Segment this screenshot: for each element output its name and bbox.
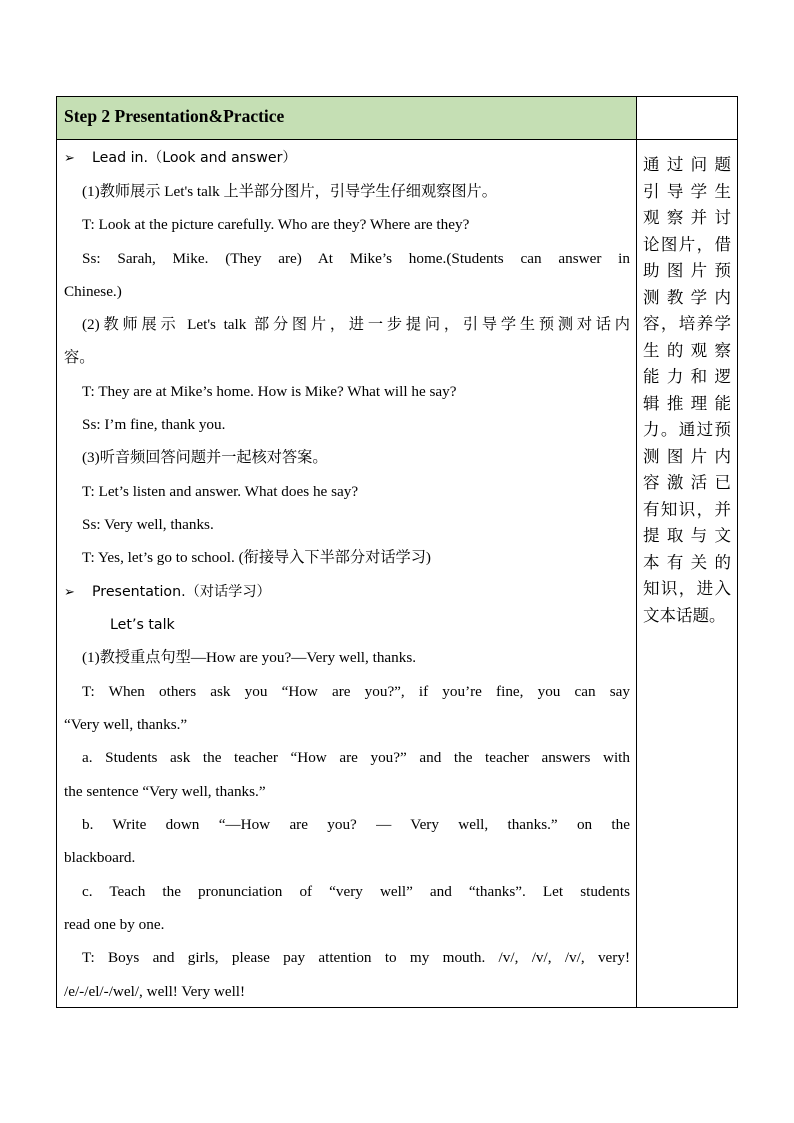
lead-in-line: Ss: Sarah, Mike. (They are) At Mike’s home.(Students can answer in [82, 250, 630, 267]
note-line: 提取与文 [643, 526, 731, 545]
note-line: 知识，进入 [643, 579, 731, 598]
arrow-bullet-icon: ➢ [64, 151, 75, 166]
presentation-line: c. Teach the pronunciation of “very well” and “thanks”. Let students [82, 883, 630, 900]
lead-in-line: Ss: Very well, thanks. [82, 516, 214, 533]
presentation-line: the sentence “Very well, thanks.” [64, 783, 266, 800]
lead-in-line: T: Let’s listen and answer. What does he say? [82, 483, 359, 500]
note-line: 本有关的 [643, 553, 731, 572]
presentation-line: a. Students ask the teacher “How are you?” and the teacher answers with [82, 749, 630, 766]
lead-in-line: (3)听音频回答问题并一起核对答案。 [82, 449, 328, 466]
note-line: 文本话题。 [643, 606, 726, 625]
note-line: 有知识，并 [643, 500, 731, 519]
presentation-line: “Very well, thanks.” [64, 716, 188, 733]
arrow-bullet-icon: ➢ [64, 585, 75, 600]
presentation-line: read one by one. [64, 916, 165, 933]
note-line: 测教学内 [643, 288, 731, 307]
column-divider [636, 140, 637, 1007]
presentation-line: T: Boys and girls, please pay attention to my mouth. /v/, /v/, /v/, very! [82, 949, 630, 966]
note-line: 观察并讨 [643, 208, 731, 227]
header-right-cell [637, 97, 737, 140]
lead-in-line: (1)教师展示 Let's talk 上半部分图片，引导学生仔细观察图片。 [82, 183, 497, 200]
note-line: 通过问题 [643, 155, 731, 174]
presentation-line: (1)教授重点句型—How are you?—Very well, thanks. [82, 649, 417, 666]
lead-in-line: T: Yes, let’s go to school. (衔接导入下半部分对话学习) [82, 549, 431, 566]
note-line: 容激活已 [643, 473, 731, 492]
note-line: 测图片内 [643, 447, 731, 466]
lead-in-line: (2)教师展示 Let's talk 部分图片，进一步提问，引导学生预测对话内 [82, 316, 630, 333]
note-line: 引导学生 [643, 182, 731, 201]
note-line: 容，培养学 [643, 314, 731, 333]
presentation-line: blackboard. [64, 849, 136, 866]
presentation-line: T: When others ask you “How are you?”, if you’re fine, you can say [82, 683, 630, 700]
note-line: 辑推理能 [643, 394, 731, 413]
presentation-line: b. Write down “—How are you? — Very well, thanks.” on the [82, 816, 630, 833]
lead-in-line: 容。 [64, 349, 95, 366]
note-line: 论图片，借 [643, 235, 731, 254]
lead-in-heading: ➢ Lead in.（Look and answer） [64, 150, 297, 166]
note-line: 生的观察 [643, 341, 731, 360]
step-title: Step 2 Presentation&Practice [64, 106, 285, 126]
lead-in-line: Ss: I’m fine, thank you. [82, 416, 226, 433]
lesson-table [56, 96, 738, 1008]
lets-talk-subheading: Let’s talk [110, 617, 175, 633]
lead-in-line: T: They are at Mike’s home. How is Mike? What will he say? [82, 383, 457, 400]
lead-in-line: T: Look at the picture carefully. Who are they? Where are they? [82, 216, 470, 233]
presentation-heading: ➢ Presentation.（对话学习） [64, 584, 271, 600]
step-header [57, 97, 637, 140]
note-line: 助图片预 [643, 261, 731, 280]
lead-in-line: Chinese.) [64, 283, 122, 300]
note-line: 能力和逻 [643, 367, 731, 386]
presentation-line: /e/-/el/-/wel/, well! Very well! [64, 983, 246, 1000]
note-line: 力。通过预 [643, 420, 731, 439]
